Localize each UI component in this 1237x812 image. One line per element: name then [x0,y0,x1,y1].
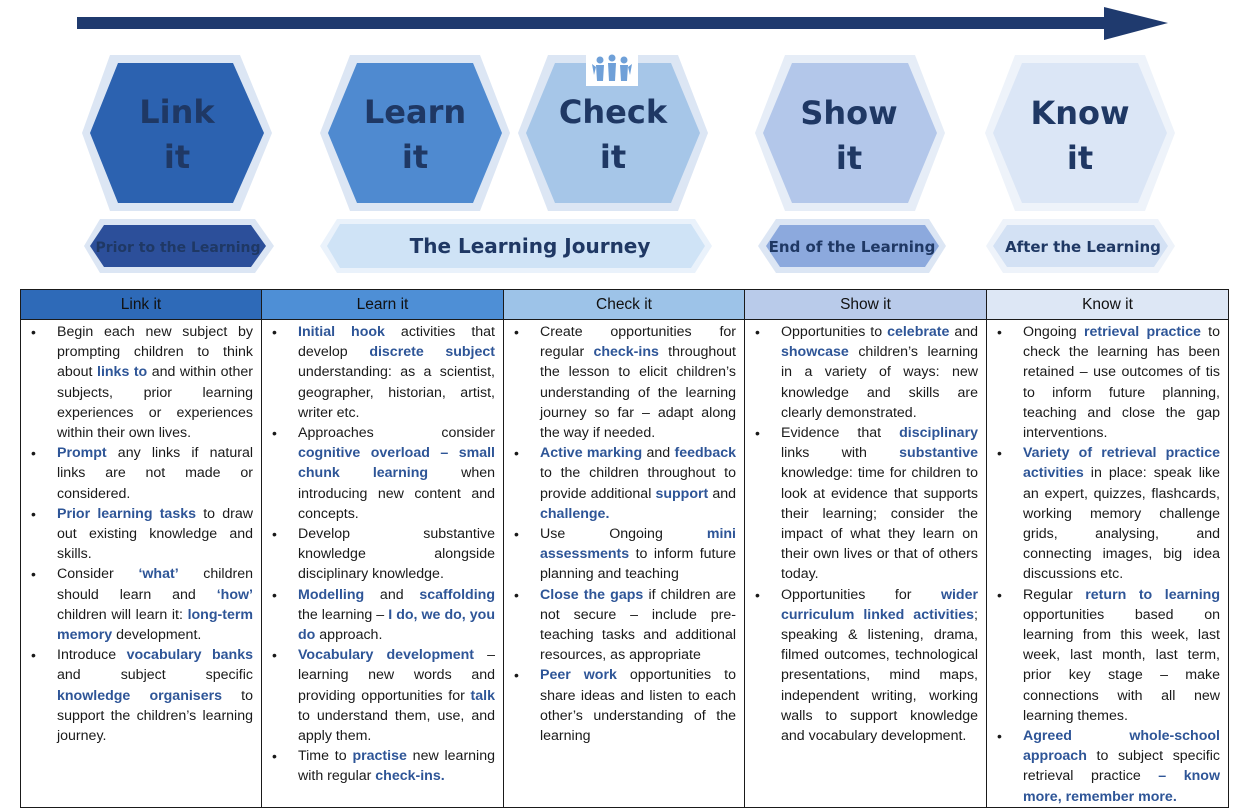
list-item: • Regular return to learning opportunities based on learning from this week, last week, last month, last term, prior key stage – make connections with all new learning themes. [995,585,1220,726]
hex-show-line1: Show [800,94,898,132]
list-item: • Vocabulary development – learning new words and providing opportunities for talk to understand them, use, and apply them. [270,645,495,746]
hex-learn-line1: Learn [363,93,467,131]
learning-table [20,289,1229,808]
hex-check-line2: it [599,138,627,176]
hex-check-it [518,52,708,211]
hex-show-line2: it [835,139,863,177]
list-item: • Opportunities for wider curriculum linked activities; speaking & listening, drama, filmed outcomes, technological presentations, mind maps, independent writing, working walls to support knowledge and vocabulary development. [753,585,978,747]
label-after-text: After the Learning [1005,238,1161,256]
header-know-it: Know it [987,290,1229,320]
list-item: • Peer work opportunities to share ideas and listen to each other’s understanding of the learning [512,665,736,746]
hex-learn-line2: it [401,138,429,176]
hex-know-it [985,55,1175,211]
list-item: • Variety of retrieval practice activities in place: speak like an expert, quizzes, flashcards, working memory challenge grids, analysing, and connecting images, big idea discussions etc. [995,443,1220,584]
column-know-it [987,320,1229,808]
list-item: • Develop substantive knowledge alongside disciplinary knowledge. [270,524,495,585]
list-item: • Active marking and feedback to the children throughout to provide additional support and challenge. [512,443,736,524]
phase-labels [0,215,1237,279]
hex-link-it [82,55,272,211]
hex-know-line2: it [1066,139,1094,177]
label-prior [84,219,274,273]
list-item: • Prior learning tasks to draw out existing knowledge and skills. [29,504,253,565]
hex-link-line1: Link [139,93,215,131]
list-item: • Create opportunities for regular check-ins throughout the lesson to elicit children’s understanding of the learning journey so far – adapt along the way if needed. [512,322,736,443]
list-item: • Approaches consider cognitive overload – small chunk learning when introducing new content and concepts. [270,423,495,524]
list-item: • Ongoing retrieval practice to check the learning has been retained – use outcomes of tis to inform future planning, teaching and close the gap interventions. [995,322,1220,443]
label-journey [320,219,712,273]
header-check-it: Check it [504,290,745,320]
list-item: • Opportunities to celebrate and showcase children’s learning in a variety of ways: new knowledge and skills are clearly demonstrated. [753,322,978,423]
list-item: • Introduce vocabulary banks and subject specific knowledge organisers to support the children’s learning journey. [29,645,253,746]
hex-show-it [755,55,945,211]
hex-know-line1: Know [1030,94,1130,132]
label-end-text: End of the Learning [768,238,936,256]
list-item: • Evidence that disciplinary links with substantive knowledge: time for children to look at evidence that supports their learning; consider the impact of what they learn on their own lives or that of others today. [753,423,978,585]
list-item: • Use Ongoing mini assessments to inform future planning and teaching [512,524,736,585]
hex-check-line1: Check [558,93,668,131]
label-after [986,219,1175,273]
list-item: • Consider ‘what’ children should learn and ‘how’ children will learn it: long-term memory development. [29,564,253,645]
header-show-it: Show it [745,290,987,320]
header-learn-it: Learn it [262,290,504,320]
label-journey-text: The Learning Journey [409,234,651,258]
list-item: • Close the gaps if children are not secure – include pre-teaching tasks and additional resources, as appropriate [512,585,736,666]
column-show-it [745,320,987,808]
column-link-it [21,320,262,808]
list-item: • Time to practise new learning with regular check-ins. [270,746,495,786]
list-item: • Agreed whole-school approach to subject specific retrieval practice – know more, remember more. [995,726,1220,807]
list-item: • Begin each new subject by prompting children to think about links to and within other subjects, prior learning experiences or experiences within their own lives. [29,322,253,443]
column-learn-it [262,320,504,808]
label-end [758,219,946,273]
people-icon [592,55,632,82]
list-item: • Prompt any links if natural links are not made or considered. [29,443,253,504]
list-item: • Initial hook activities that develop discrete subject understanding: as a scientist, geographer, historian, artist, writer etc. [270,322,495,423]
hex-learn-it [320,55,510,211]
header-link-it: Link it [21,290,262,320]
list-item: • Modelling and scaffolding the learning – I do, we do, you do approach. [270,585,495,646]
hex-link-line2: it [163,138,191,176]
column-check-it [504,320,745,808]
label-prior-text: Prior to the Learning [95,240,261,256]
